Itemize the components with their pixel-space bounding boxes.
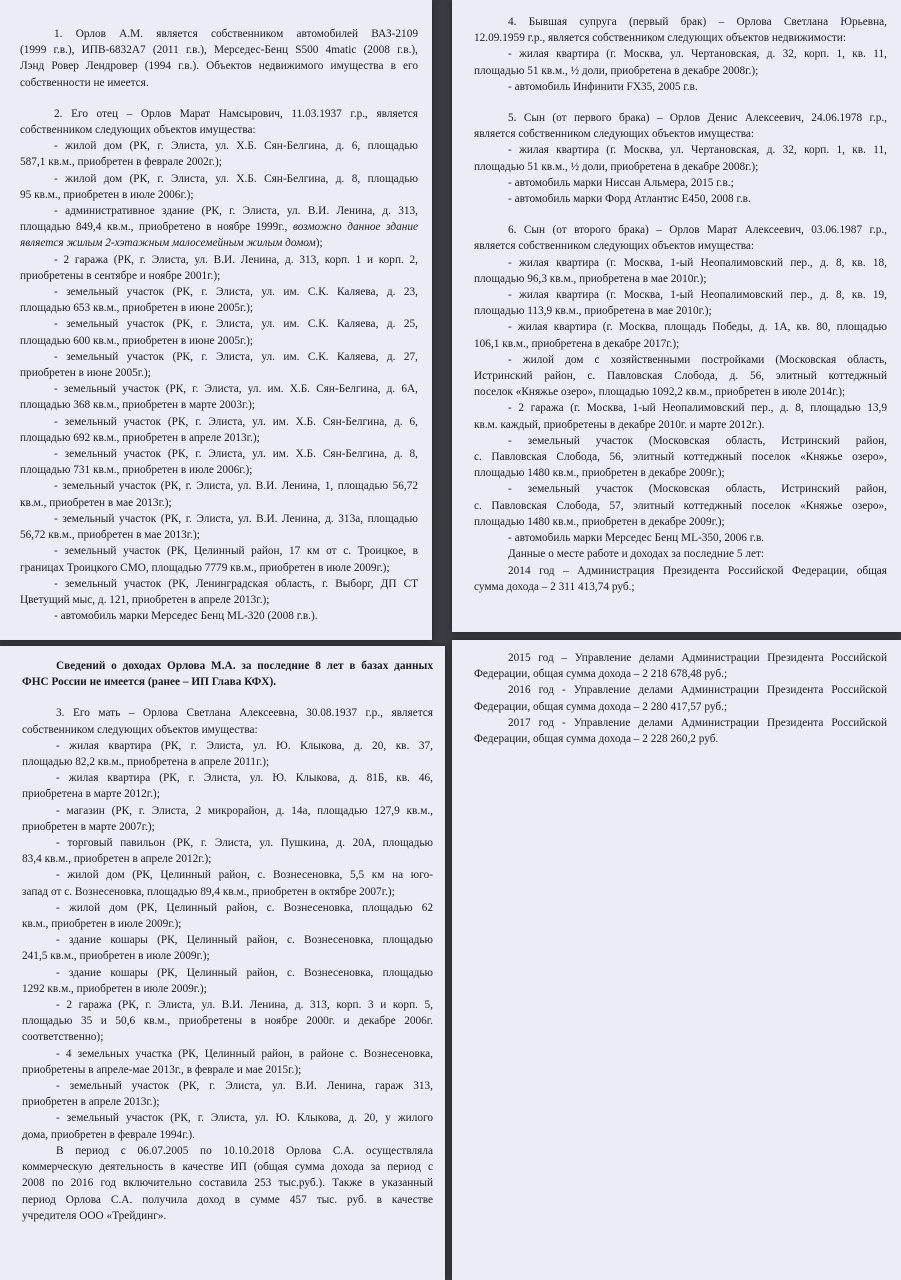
- text-span: Федерации, общая сумма дохода – 2 280 417,57 руб.;: [474, 700, 728, 713]
- text-span: площадью 653 кв.м., приобретен в июне 2005г.);: [20, 302, 254, 315]
- text-line: [20, 381, 418, 397]
- text-span: - автомобиль марки Ниссан Альмера, 2015 г.в.;: [508, 176, 734, 189]
- italic-text-span: является жилым 2-хэтажным малосемейным жилым домом: [20, 237, 316, 250]
- text-span: границах Троицкого СМО, площадью 7779 кв.м., приобретен в июле 2009г.);: [20, 561, 390, 574]
- text-span: - торговый павильон (РК, г. Элиста, ул. Пушкина, д. 20А, площадью: [56, 837, 433, 850]
- text-line: [22, 965, 433, 981]
- text-line: [20, 560, 418, 576]
- text-span: - земельный участок (РК, г. Элиста, ул. им. Х.Б. Сян-Белгина, д. 6,: [54, 415, 418, 428]
- text-span: 587,1 кв.м., приобретен в феврале 2002г.);: [20, 156, 222, 169]
- text-span: - земельный участок (РК, г. Элиста, ул. В.И. Ленина, 1, площадью 56,72: [54, 480, 418, 493]
- text-span: - земельный участок (РК, г. Элиста, ул. им. Х.Б. Сян-Белгина, д. 6А,: [54, 383, 418, 396]
- text-line: [474, 400, 887, 416]
- text-span: 2017 год - Управление делами Администрации Президента Российской: [508, 716, 887, 729]
- text-span: запад от с. Вознесеновка, площадью 89,4 кв.м., приобретен в октябре 2007г.);: [22, 885, 395, 898]
- text-line: [22, 1094, 433, 1110]
- paragraph-gap: [474, 95, 887, 110]
- text-span: 4. Бывшая супруга (первый брак) – Орлова Светлана Юрьевна,: [508, 16, 887, 28]
- text-span: площадью 113,9 кв.м., приобретена в мае 2010г.);: [474, 305, 712, 318]
- text-line: [474, 433, 887, 449]
- text-line: [22, 851, 433, 867]
- text-line: [22, 1013, 433, 1029]
- text-span: ФНС России не имеется (ранее – ИП Глава КФХ).: [22, 676, 277, 689]
- text-line: [22, 1175, 433, 1191]
- text-span: - здание кошары (РК, Целинный район, с. Вознесеновка, площадью: [56, 934, 433, 947]
- text-line: [474, 563, 887, 579]
- text-span: период Орлова С.А. получила доход в сумме 457 тыс. руб. в качестве: [22, 1193, 433, 1206]
- text-line: [20, 462, 418, 478]
- text-span: площадью 82,2 кв.м., приобретена в апреле 2011г.);: [22, 756, 270, 769]
- text-line: [22, 1192, 433, 1208]
- text-line: [474, 481, 887, 497]
- paragraph-gap: [22, 690, 433, 705]
- text-line: [22, 1208, 433, 1224]
- document-page-1: [0, 0, 432, 640]
- text-line: [22, 1046, 433, 1062]
- text-span: - земельный участок (РК, Целинный район, 17 км от с. Троицкое, в: [54, 545, 418, 558]
- text-span: 1. Орлов А.М. является собственником автомобилей ВАЗ-2109: [54, 28, 418, 40]
- text-line: [20, 333, 418, 349]
- text-span: 2016 год - Управление делами Администрации Президента Российской: [508, 684, 887, 697]
- text-line: [474, 449, 887, 465]
- text-span: Федерации, общая сумма дохода – 2 228 260,2 руб.: [474, 733, 719, 746]
- paragraph-gap: [474, 207, 887, 222]
- text-span: коммерческую деятельность в качестве ИП (общая сумма дохода за период с: [22, 1161, 433, 1174]
- text-line: [20, 138, 418, 154]
- text-line: [474, 715, 887, 731]
- text-span: - здание кошары (РК, Целинный район, с. Вознесеновка, площадью: [56, 966, 433, 979]
- text-span: приобретен в апреле 2013г.);: [22, 1096, 160, 1109]
- text-span: приобретена в марте 2012г.);: [22, 788, 160, 801]
- text-line: [20, 349, 418, 365]
- text-line: [22, 722, 433, 738]
- text-span: Сведений о доходах Орлова М.А. за последние 8 лет в базах данных: [56, 660, 433, 672]
- text-line: [20, 203, 418, 219]
- text-span: 241,5 кв.м., приобретен в июле 2009г.);: [22, 950, 210, 963]
- text-span: - жилой дом (РК, Целинный район, с. Вознесеновка, площадью 62: [56, 901, 433, 914]
- text-line: [22, 1110, 433, 1126]
- text-span: дома, приобретен в феврале 1994г.).: [22, 1128, 195, 1141]
- document-page-2: [452, 0, 901, 632]
- text-line: [20, 122, 418, 138]
- text-span: 1292 кв.м., приобретен в июле 2009г.);: [22, 982, 207, 995]
- text-line: [474, 579, 887, 595]
- text-line: [474, 126, 887, 142]
- text-line: [22, 803, 433, 819]
- text-line: [20, 187, 418, 203]
- text-span: 83,4 кв.м., приобретен в апреле 2012г.);: [22, 853, 212, 866]
- text-span: приобретен в июне 2005г.);: [20, 367, 151, 380]
- text-line: [22, 1062, 433, 1078]
- text-span: сумма дохода – 2 311 413,74 руб.;: [474, 580, 635, 593]
- text-span: собственности не имеется.: [20, 76, 149, 89]
- text-line: [22, 770, 433, 786]
- text-line: [474, 368, 887, 384]
- text-span: Данные о месте работе и доходах за последние 5 лет:: [508, 548, 765, 561]
- text-span: собственником следующих объектов имущества:: [20, 124, 256, 137]
- text-span: - земельный участок (Московская область, Истринский район,: [508, 483, 887, 496]
- text-span: - жилая квартира (г. Москва, ул. Чертановская, д. 32, корп. 1, кв. 11,: [508, 48, 887, 61]
- text-span: - жилая квартира (г. Москва, 1-ый Неопалимовский пер., д. 8, кв. 18,: [508, 256, 887, 269]
- text-line: [22, 754, 433, 770]
- text-line: [22, 981, 433, 997]
- text-span: площадью 692 кв.м., приобретен в апреле 2013г.);: [20, 431, 260, 444]
- text-span: - автомобиль марки Форд Атлантис E450, 2008 г.в.: [508, 193, 751, 206]
- text-span: );: [315, 237, 323, 250]
- text-span: соответственно);: [22, 1031, 104, 1044]
- text-line: [20, 316, 418, 332]
- text-span: - жилая квартира (РК, г. Элиста, ул. Ю. Клыкова, д. 20, кв. 37,: [56, 739, 433, 752]
- text-span: - административное здание (РК, г. Элиста, ул. В.И. Ленина, д. 313,: [54, 205, 418, 218]
- text-span: (1999 г.в.), ИПВ-6832А7 (2011 г.в.), Мерседес-Бенц S500 4matic (2008 г.в.),: [20, 44, 418, 57]
- text-line: [474, 271, 887, 287]
- text-span: площадью 35 и 50,6 кв.м., приобретены в ноябре 2000г. и декабре 2006г.: [22, 1015, 433, 1028]
- text-line: [22, 786, 433, 802]
- paragraph-gap: [20, 91, 418, 106]
- text-line: [22, 867, 433, 883]
- text-line: [20, 26, 418, 42]
- text-line: [474, 110, 887, 126]
- text-line: [20, 42, 418, 58]
- text-line: [22, 948, 433, 964]
- text-span: - земельный участок (РК, г. Элиста, ул. им. Х.Б. Сян-Белгина, д. 8,: [54, 448, 418, 461]
- text-span: площадью 51 кв.м., ½ доли, приобретена в декабре 2008г.);: [474, 64, 759, 77]
- text-line: [474, 352, 887, 368]
- text-line: [20, 592, 418, 608]
- text-span: площадью 96,3 кв.м., приобретена в мае 2010г.);: [474, 272, 707, 285]
- text-span: - земельный участок (РК, г. Элиста, ул. им. С.К. Каляева, д. 27,: [54, 350, 418, 363]
- text-line: [474, 222, 887, 238]
- text-span: кв.м., приобретен в июле 2009г.);: [22, 918, 182, 931]
- text-span: 2015 год – Управление делами Администрации Президента Российской: [508, 652, 887, 664]
- text-line: [474, 238, 887, 254]
- text-span: площадью 1480 кв.м., приобретен в декабре 2009г.);: [474, 467, 725, 480]
- text-span: - земельный участок (Московская область, Истринский район,: [508, 434, 887, 447]
- text-span: кв.м., приобретен в мае 2013г.);: [20, 496, 172, 509]
- text-line: [474, 530, 887, 546]
- text-span: - жилая квартира (г. Москва, площадь Победы, д. 1А, кв. 80, площадью: [508, 321, 887, 334]
- document-page-3: [0, 646, 445, 1280]
- text-line: [474, 682, 887, 698]
- text-span: площадью 600 кв.м., приобретен в июне 2005г.);: [20, 334, 254, 347]
- text-line: [22, 932, 433, 948]
- text-span: - жилая квартира (г. Москва, ул. Чертановская, д. 32, корп. 1, кв. 11,: [508, 144, 887, 157]
- text-line: [474, 79, 887, 95]
- text-line: [20, 106, 418, 122]
- text-line: [474, 63, 887, 79]
- text-span: 2008 по 2016 год включительно составила 253 тыс.руб.). Также в указанный: [22, 1177, 433, 1190]
- text-span: - жилая квартира (РК, г. Элиста, ул. Ю. Клыкова, д. 81Б, кв. 46,: [56, 772, 433, 785]
- text-span: является собственником следующих объектов имущества:: [474, 240, 755, 253]
- text-line: [20, 446, 418, 462]
- text-span: Федерации, общая сумма дохода – 2 218 678,48 руб.;: [474, 668, 728, 681]
- text-span: площадью 51 кв.м., ½ доли, приобретена в декабре 2008г.);: [474, 160, 759, 173]
- text-line: [20, 154, 418, 170]
- text-line: [474, 255, 887, 271]
- text-span: собственником следующих объектов имущества:: [22, 723, 258, 736]
- text-span: площадью 368 кв.м., приобретен в марте 2003г.);: [20, 399, 256, 412]
- text-span: 95 кв.м., приобретен в июле 2006г.);: [20, 188, 194, 201]
- text-span: - жилая квартира (г. Москва, 1-ый Неопалимовский пер., д. 8, кв. 19,: [508, 289, 887, 302]
- text-line: [22, 1127, 433, 1143]
- text-span: площадью 731 кв.м., приобретен в июле 2006г.);: [20, 464, 253, 477]
- text-line: [22, 997, 433, 1013]
- text-span: приобретены в сентябре и ноябре 2001г.);: [20, 269, 221, 282]
- text-span: с. Павловская Слобода, 56, элитный коттеджный поселок «Княжье озеро»,: [474, 451, 887, 464]
- text-span: В период с 06.07.2005 по 10.10.2018 Орлова С.А. осуществляла: [56, 1144, 433, 1157]
- text-line: [20, 235, 418, 251]
- text-line: [474, 159, 887, 175]
- text-line: [22, 835, 433, 851]
- text-span: 2. Его отец – Орлов Марат Намсырович, 11.03.1937 г.р., является: [54, 107, 418, 120]
- text-span: приобретены в апреле-мае 2013г., в феврале и мае 2015г.);: [22, 1063, 302, 1076]
- text-line: [22, 738, 433, 754]
- text-line: [22, 1159, 433, 1175]
- text-line: [20, 268, 418, 284]
- text-line: [20, 511, 418, 527]
- text-span: является собственником следующих объектов имущества:: [474, 128, 755, 141]
- text-line: [474, 384, 887, 400]
- text-line: [474, 142, 887, 158]
- text-line: [20, 430, 418, 446]
- text-span: - 2 гаража (РК, г. Элиста, ул. В.И. Ленина, д. 313, корп. 1 и корп. 2,: [54, 253, 418, 266]
- text-line: [20, 365, 418, 381]
- text-span: учредителя ООО «Трейдинг».: [22, 1209, 167, 1222]
- text-span: - жилой дом (РК, г. Элиста, ул. Х.Б. Сян-Белгина, д. 8, площадью: [54, 172, 418, 185]
- text-line: [474, 30, 887, 46]
- text-span: - жилой дом (РК, Целинный район, с. Вознесеновка, 5,5 км на юго-: [56, 869, 433, 882]
- text-line: [22, 674, 433, 690]
- text-line: [474, 336, 887, 352]
- text-line: [20, 75, 418, 91]
- text-line: [474, 287, 887, 303]
- text-line: [474, 498, 887, 514]
- text-line: [474, 417, 887, 433]
- text-line: [474, 175, 887, 191]
- text-span: Цветущий мыс, д. 121, приобретен в апреле 2013г.);: [20, 593, 270, 606]
- text-line: [20, 527, 418, 543]
- text-line: [22, 884, 433, 900]
- text-line: [474, 514, 887, 530]
- text-span: поселок «Княжье озеро», площадью 1092,2 кв.м., приобретен в июле 2014г.);: [474, 386, 846, 399]
- text-line: [22, 705, 433, 721]
- text-line: [474, 303, 887, 319]
- text-span: 3. Его мать – Орлова Светлана Алексеевна, 30.08.1937 г.р., является: [56, 707, 433, 720]
- text-span: с. Павловская Слобода, 57, элитный коттеджный поселок «Княжье озеро»,: [474, 499, 887, 512]
- text-line: [20, 219, 418, 235]
- text-line: [474, 46, 887, 62]
- text-line: [22, 1029, 433, 1045]
- text-line: [20, 495, 418, 511]
- italic-text-span: возможно данное здание: [292, 221, 418, 234]
- text-span: 6. Сын (от второго брака) – Орлов Марат Алексеевич, 03.06.1987 г.р.,: [508, 224, 887, 237]
- text-span: площадью 1480 кв.м., приобретен в декабре 2009г.);: [474, 515, 725, 528]
- text-line: [474, 465, 887, 481]
- text-span: - жилой дом (РК, г. Элиста, ул. Х.Б. Сян-Белгина, д. 6, площадью: [54, 140, 418, 153]
- text-line: [22, 819, 433, 835]
- text-line: [20, 300, 418, 316]
- text-line: [20, 543, 418, 559]
- text-line: [22, 1143, 433, 1159]
- text-span: - магазин (РК, г. Элиста, 2 микрорайон, д. 14а, площадью 127,9 кв.м.,: [56, 804, 433, 817]
- text-line: [474, 699, 887, 715]
- text-span: - жилой дом с хозяйственными постройками (Московская область,: [508, 353, 887, 366]
- text-line: [20, 478, 418, 494]
- text-span: приобретен в марте 2007г.);: [22, 820, 155, 833]
- text-line: [474, 319, 887, 335]
- text-span: - автомобиль марки Мерседес Бенц ML-350, 2006 г.в.: [508, 532, 765, 545]
- text-span: - земельный участок (РК, г. Элиста, ул. им. С.К. Каляева, д. 25,: [54, 318, 418, 331]
- text-span: Лэнд Ровер Лендровер (1994 г.в.). Объектов недвижимого имущества в его: [20, 60, 418, 73]
- text-line: [474, 666, 887, 682]
- text-line: [474, 546, 887, 562]
- text-line: [20, 252, 418, 268]
- text-span: Истринский район, с. Павловская Слобода, д. 56, элитный коттеджный: [474, 370, 887, 383]
- text-span: - автомобиль марки Мерседес Бенц ML-320 (2008 г.в.).: [54, 610, 318, 623]
- text-span: 5. Сын (от первого брака) – Орлов Денис Алексеевич, 24.06.1978 г.р.,: [508, 112, 887, 125]
- text-span: - земельный участок (РК, г. Элиста, ул. им. С.К. Каляева, д. 23,: [54, 286, 418, 299]
- text-line: [474, 14, 887, 30]
- text-span: - земельный участок (РК, г. Элиста, ул. В.И. Ленина, гараж 313,: [56, 1080, 433, 1093]
- text-line: [22, 900, 433, 916]
- text-line: [22, 1078, 433, 1094]
- document-page-4: [452, 640, 901, 1280]
- text-line: [20, 171, 418, 187]
- text-line: [20, 576, 418, 592]
- text-line: [20, 284, 418, 300]
- text-line: [20, 397, 418, 413]
- text-span: - 4 земельных участка (РК, Целинный район, в районе с. Вознесеновка,: [56, 1047, 433, 1060]
- text-span: - автомобиль Инфинити FX35, 2005 г.в.: [508, 80, 698, 93]
- text-line: [20, 608, 418, 624]
- text-span: - земельный участок (РК, г. Элиста, ул. В.И. Ленина, д. 313а, площадью: [54, 512, 418, 525]
- text-span: - 2 гаража (РК, г. Элиста, ул. В.И. Ленина, д. 313, корп. 3 и корп. 5,: [56, 999, 433, 1012]
- text-span: кв.м. каждый, приобретены в декабре 2010г. и марте 2012г.).: [474, 418, 765, 431]
- text-span: 56,72 кв.м., приобретен в мае 2013г.);: [20, 529, 200, 542]
- text-span: 12.09.1959 г.р., является собственником следующих объектов недвижимости:: [474, 32, 846, 45]
- text-line: [474, 191, 887, 207]
- text-span: - земельный участок (РК, г. Элиста, ул. Ю. Клыкова, д. 20, у жилого: [56, 1112, 433, 1125]
- text-line: [474, 650, 887, 666]
- text-line: [474, 731, 887, 747]
- text-span: площадью 849,4 кв.м., приобретено в ноябре 1999г.,: [20, 221, 293, 234]
- text-span: 2014 год – Администрация Президента Российской Федерации, общая: [508, 564, 887, 577]
- text-line: [22, 658, 433, 674]
- text-line: [20, 414, 418, 430]
- text-span: - 2 гаража (г. Москва, 1-ый Неопалимовский пер., д. 8, площадью 13,9: [508, 402, 887, 415]
- text-span: 106,1 кв.м., приобретена в декабре 2017г.);: [474, 337, 680, 350]
- text-line: [22, 916, 433, 932]
- text-line: [20, 58, 418, 74]
- text-span: - земельный участок (РК, Ленинградская область, г. Выборг, ДП СТ: [54, 577, 418, 590]
